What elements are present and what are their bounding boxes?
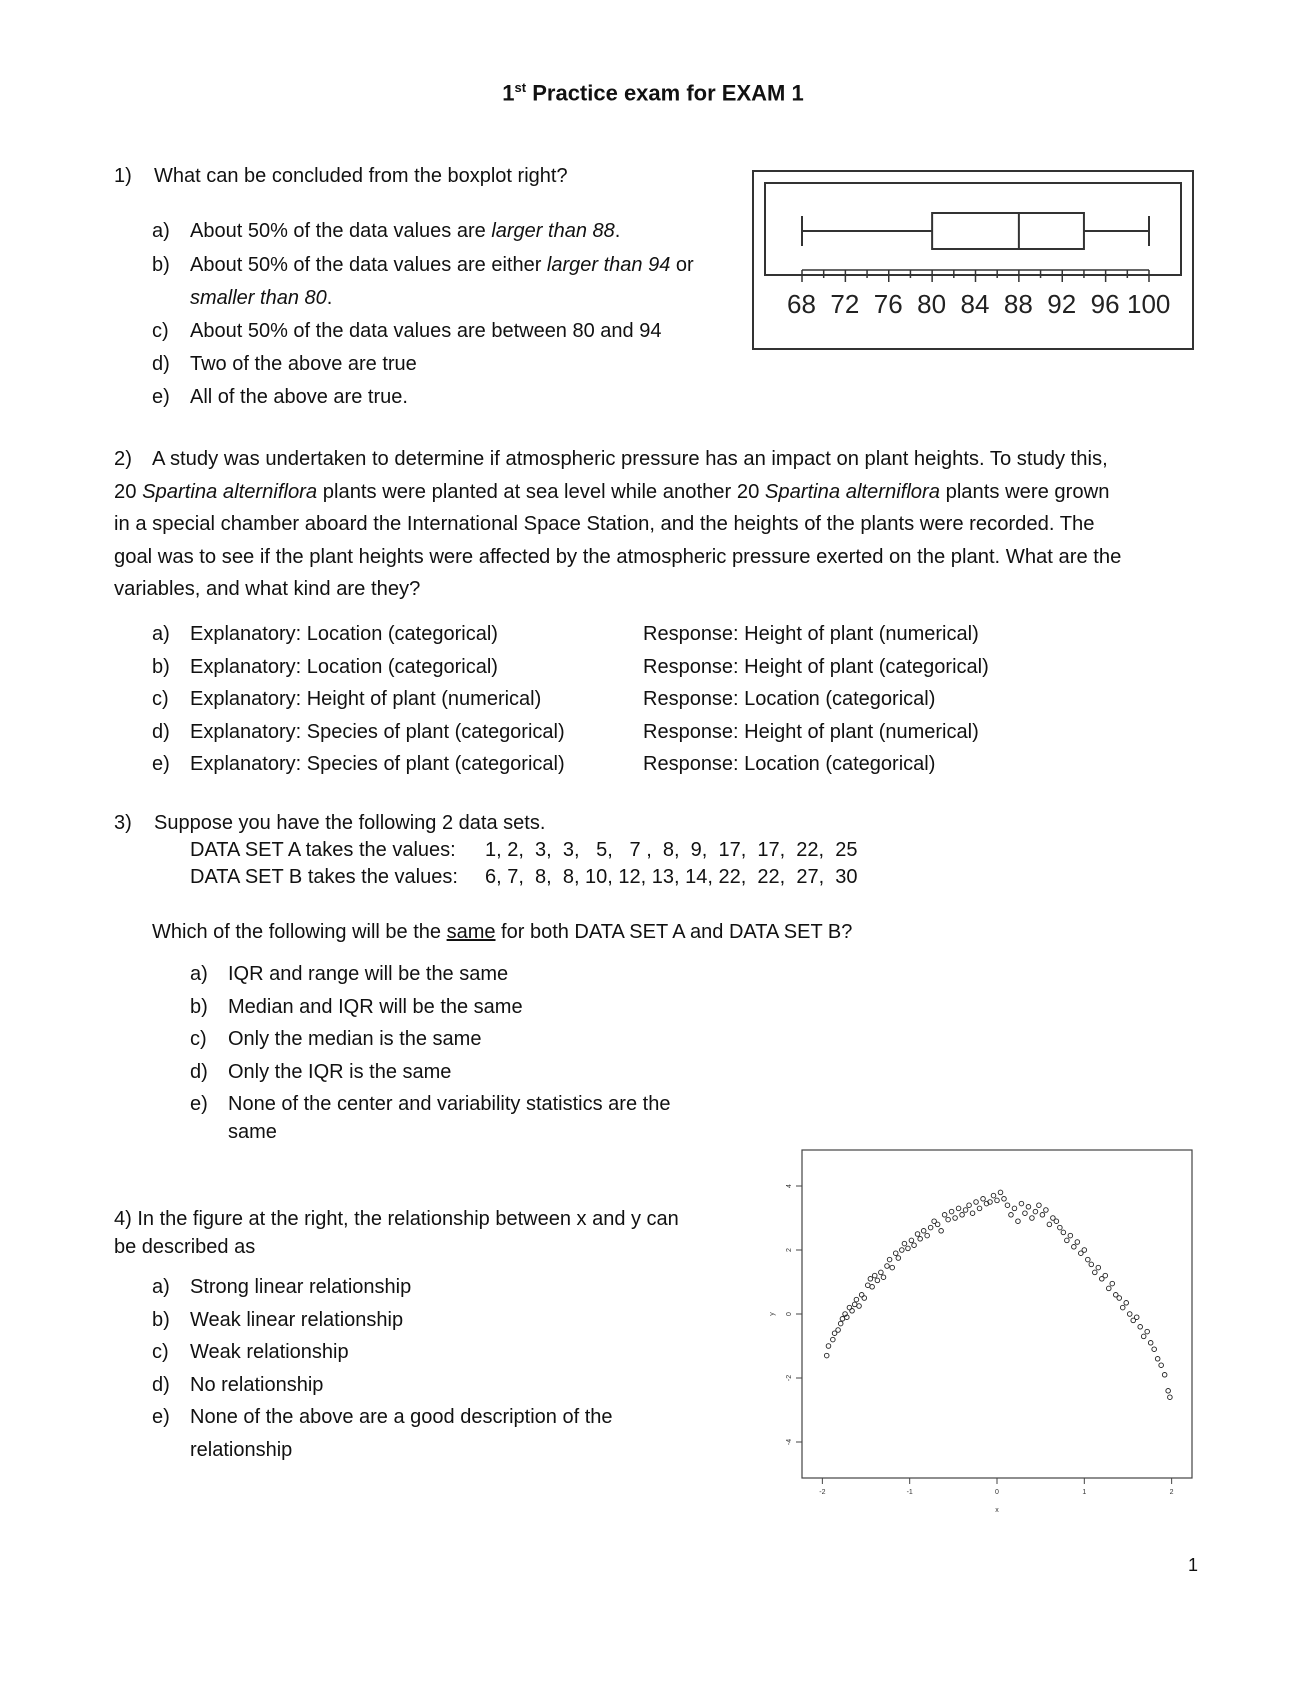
scatter-point [1005,1203,1010,1208]
scatter-point [1162,1373,1167,1378]
scatter-point [1026,1205,1031,1210]
scatter-point [857,1304,862,1309]
scatter-point [893,1251,898,1256]
scatter-plot [768,1148,1208,1528]
q2-option-response-4: Response: Location (categorical) [643,753,936,775]
option-text: Explanatory: Height of plant (numerical) [190,688,542,710]
option-letter: d) [190,1061,208,1083]
boxplot-tick-label: 84 [960,289,990,319]
scatter-point [912,1243,917,1248]
scatter-point [824,1353,829,1358]
q3-question: Which of the following will be the same for both DATA SET A and DATA SET B? [152,921,853,943]
scatter-point [925,1233,930,1238]
scatter-point [1152,1347,1157,1352]
scatter-point [1141,1334,1146,1339]
scatter-point [826,1344,831,1349]
scatter-point [967,1203,972,1208]
scatter-point [831,1337,836,1342]
scatter-point [1145,1329,1150,1334]
scatter-point [1040,1213,1045,1218]
scatter-point [991,1193,996,1198]
scatter-point [949,1209,954,1214]
scatter-point [921,1229,926,1234]
q2-option-response-0: Response: Height of plant (numerical) [643,623,979,645]
scatter-point [928,1225,933,1230]
scatter-point [995,1198,1000,1203]
scatter-point [1103,1273,1108,1278]
scatter-point [915,1232,920,1237]
option-letter: e) [152,1406,170,1428]
scatter-point [852,1302,857,1307]
option-letter: a) [152,1276,170,1298]
y-tick-label: -2 [786,1374,793,1382]
scatter-point [1155,1357,1160,1362]
option-text: None of the center and variability statistics are the [228,1093,671,1115]
option-letter: c) [152,1341,169,1363]
scatter-point [1089,1262,1094,1267]
scatter-point [862,1296,867,1301]
scatter-point [868,1277,873,1282]
scatter-point [870,1285,875,1290]
scatter-point [935,1222,940,1227]
scatter-point [1030,1216,1035,1221]
option-text: Only the IQR is the same [228,1061,452,1083]
scatter-point [896,1256,901,1261]
scatter-point [1037,1203,1042,1208]
option-letter: c) [190,1028,207,1050]
scatter-point [909,1238,914,1243]
scatter-point [1047,1222,1052,1227]
q3-set-b: DATA SET B takes the values: 6, 7, 8, 8, 10, 12, 13, 14, 22, 22, 27, 30 [190,866,858,888]
scatter-point [879,1270,884,1275]
scatter-point [1058,1225,1063,1230]
scatter-point [1075,1240,1080,1245]
scatter-point [1117,1296,1122,1301]
scatter-point [1148,1341,1153,1346]
option-letter: b) [152,1309,170,1331]
y-axis-label: y [769,1312,776,1316]
scatter-point [1033,1209,1038,1214]
option-letter: a) [152,623,170,645]
scatter-point [854,1297,859,1302]
page-title: 1st Practice exam for EXAM 1 [502,80,804,106]
scatter-frame [802,1150,1192,1478]
boxplot-tick-label: 92 [1047,289,1077,319]
scatter-point [1106,1286,1111,1291]
scatter-point [1072,1245,1077,1250]
x-axis-label: x [995,1507,999,1514]
option-text: Weak linear relationship [190,1309,404,1331]
scatter-point [1054,1219,1059,1224]
scatter-point [970,1211,975,1216]
scatter-point [977,1206,982,1211]
scatter-point [850,1309,855,1314]
scatter-point [1159,1363,1164,1368]
scatter-point [1120,1305,1125,1310]
option-text: Only the median is the same [228,1028,482,1050]
scatter-point [1065,1238,1070,1243]
q2-option-response-3: Response: Height of plant (numerical) [643,721,979,743]
scatter-point [890,1265,895,1270]
scatter-point [902,1241,907,1246]
boxplot-tick-label: 68 [787,289,816,319]
scatter-point [840,1317,845,1322]
y-tick-label: -4 [786,1438,793,1446]
scatter-point [900,1248,905,1253]
scatter-point [953,1216,958,1221]
scatter-point [865,1283,870,1288]
q3-set-a: DATA SET A takes the values: 1, 2, 3, 3, 5, 7 , 8, 9, 17, 17, 22, 25 [190,839,858,861]
boxplot-box [932,213,1084,249]
scatter-point [1044,1208,1049,1213]
option-letter: d) [152,721,170,743]
boxplot-tick-label: 88 [1003,289,1033,319]
scatter-point [1068,1233,1073,1238]
scatter-point [1086,1257,1091,1262]
scatter-point [942,1213,947,1218]
boxplot-figure [752,170,1194,350]
option-text: relationship [190,1439,293,1461]
option-text: same [228,1121,277,1143]
boxplot-svg [766,184,1180,274]
boxplot-tick-label: 96 [1090,289,1120,319]
scatter-point [1009,1213,1014,1218]
scatter-point [1134,1315,1139,1320]
option-text: Median and IQR will be the same [228,996,523,1018]
scatter-point [1168,1395,1173,1400]
y-tick-label: 2 [786,1248,793,1252]
scatter-point [1002,1197,1007,1202]
scatter-point [836,1328,841,1333]
boxplot-axis [754,262,1194,292]
scatter-point [1127,1312,1132,1317]
scatter-point [875,1278,880,1283]
q2-question: 2) A study was undertaken to determine if atmospheric pressure has an impact on plant heights. To study this, 20 Spartina alterniflora plants were planted at sea level while another 20 Spartina alterniflora plants were grown in a special chamber aboard the International Space Station, and the heights of the plants were recorded. The goal was to see if the plant heights were affected by the atmospheric pressure exerted on the plant. What are the variables, and what kind are they? [114,448,1122,600]
scatter-point [1019,1201,1024,1206]
scatter-point [960,1213,965,1218]
boxplot-tick-label: 80 [917,289,947,319]
scatter-point [1082,1248,1087,1253]
x-tick-label: 1 [1082,1489,1087,1496]
scatter-point [1023,1211,1028,1216]
y-tick-label: 4 [786,1184,793,1188]
option-letter: c) [152,688,169,710]
option-text: Strong linear relationship [190,1276,412,1298]
option-text: None of the above are a good description of the [190,1406,613,1428]
x-tick-label: -2 [819,1489,826,1496]
scatter-point [906,1246,911,1251]
scatter-point [1012,1206,1017,1211]
option-text: No relationship [190,1374,324,1396]
option-letter: a) [190,963,208,985]
q2-option-response-2: Response: Location (categorical) [643,688,936,710]
boxplot-tick-label: 100 [1127,289,1171,319]
scatter-point [872,1273,877,1278]
x-tick-label: 2 [1169,1489,1174,1496]
scatter-point [918,1237,923,1242]
scatter-point [946,1217,951,1222]
boxplot-tick-label: 76 [873,289,903,319]
q1-question: 1) What can be concluded from the boxplot right? [114,165,568,187]
scatter-point [939,1229,944,1234]
option-letter: d) [152,1374,170,1396]
scatter-point [1110,1281,1115,1286]
q4-question: 4) In the figure at the right, the relationship between x and y can be described as [114,1208,679,1258]
boxplot-tick-label: 72 [830,289,860,319]
option-text: IQR and range will be the same [228,963,509,985]
scatter-point [881,1275,886,1280]
scatter-point [1092,1270,1097,1275]
scatter-point [1124,1301,1129,1306]
option-text: Explanatory: Species of plant (categorical) [190,753,565,775]
scatter-point [998,1190,1003,1195]
option-text: Explanatory: Location (categorical) [190,623,498,645]
scatter-point [1061,1230,1066,1235]
scatter-point [963,1208,968,1213]
scatter-point [887,1257,892,1262]
scatter-point [981,1197,986,1202]
x-tick-label: 0 [995,1489,999,1496]
option-text: Weak relationship [190,1341,349,1363]
scatter-point [1016,1219,1021,1224]
scatter-point [838,1321,843,1326]
scatter-point [974,1200,979,1205]
option-letter: e) [152,753,170,775]
scatter-point [1138,1325,1143,1330]
page-number: 1 [1187,1555,1198,1575]
option-text: Explanatory: Location (categorical) [190,656,498,678]
x-tick-label: -1 [906,1489,913,1496]
scatter-point [1166,1389,1171,1394]
option-letter: b) [152,656,170,678]
option-text: Explanatory: Species of plant (categorical) [190,721,565,743]
scatter-point [1096,1265,1101,1270]
option-letter: e) [190,1093,208,1115]
option-letter: b) [190,996,208,1018]
q3-intro: 3) Suppose you have the following 2 data sets. [114,812,546,834]
scatter-point [956,1206,961,1211]
y-tick-label: 0 [786,1312,793,1316]
q2-option-response-1: Response: Height of plant (categorical) [643,656,989,678]
scatter-point [885,1264,890,1269]
